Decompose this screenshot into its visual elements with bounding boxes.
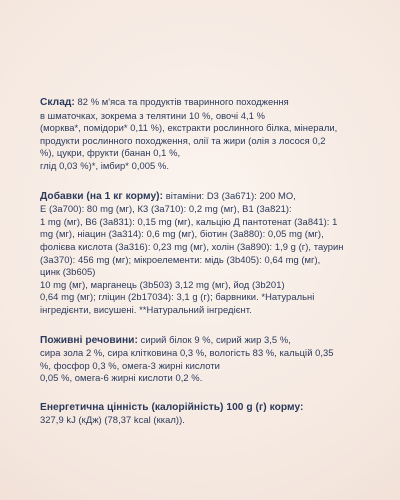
composition-line: %), цукри, фрукти (банан 0,1 %, [40,147,181,159]
composition-first-line [40,96,368,110]
nutrients-first-line [40,334,368,348]
additives-first-line [40,190,368,204]
composition-line: (морква*, помідори* 0,11 %), екстракти рослинного білка, мінерали, [40,122,338,134]
additives-line: (3a370): 456 mg (мг); мікроелементи: мідь (3b405): 0,64 mg (мг), [40,253,321,265]
nutrients-line: сира зола 2 %, сира клітковина 0,3 %, вологість 83 %, кальцій 0,35 [40,347,334,359]
additives-text: вітаміни: D3 (3a671): 200 МО, [163,189,296,201]
additives-line: інгредієнти, висушені. **Натуральний інгредієнт. [40,303,252,315]
composition-line: продукти рослинного походження, олії та жири (олія з лосося 0,2 [40,134,326,146]
composition-line: глід 0,03 %)*, імбир* 0,005 %. [40,159,170,171]
nutrients-line: %, фосфор 0,3 %, омега-3 жирні кислоти [40,359,220,371]
energy-line: 327,9 kJ (кДж) (78,37 kcal (ккал)). [40,414,185,426]
additives-section [40,190,368,317]
additives-line: 1 mg (мг), В6 (3a831): 0,15 mg (мг), кальцію Д пантотенат (3a841): 1 [40,215,338,227]
additives-line: цинк (3b605) [40,266,96,278]
nutrients-heading: Поживні речовини: [40,334,138,346]
additives-line: 0,64 mg (мг); гліцин (2b17034): 3,1 g (г); барвники. *Натуральні [40,291,315,303]
composition-heading: Склад: [40,97,75,108]
nutrients-line: 0,05 %, омега-6 жирні кислоти 0,2 %. [40,372,203,384]
additives-line: 10 mg (мг), марганець (3b503) 3,12 mg (мг), йод (3b201) [40,278,285,290]
additives-heading: Добавки (на 1 кг корму): [40,190,164,202]
composition-text: 82 % м'яса та продуктів тваринного походження [74,96,289,107]
additives-line: mg (мг), ніацин (3a314): 0,6 mg (мг), біотин (3a880): 0,05 mg (мг), [40,228,324,240]
nutrients-section [40,334,368,385]
composition-line: в шматочках, зокрема з телятини 10 %, овочі 4,1 % [40,109,266,121]
composition-section [40,96,368,173]
energy-section [40,402,368,427]
energy-heading: Енергетична цінність (калорійність) 100 g (г) корму: [40,401,304,413]
additives-line: фолієва кислота (3a316): 0,23 mg (мг), холін (3a890): 1,9 g (г), таурин [40,240,344,252]
nutrients-text: сирий білок 9 %, сирий жир 3,5 %, [137,333,291,345]
additives-line: Е (3a700): 80 mg (мг), К3 (3a710): 0,2 mg (мг), В1 (3a821): [40,203,292,215]
